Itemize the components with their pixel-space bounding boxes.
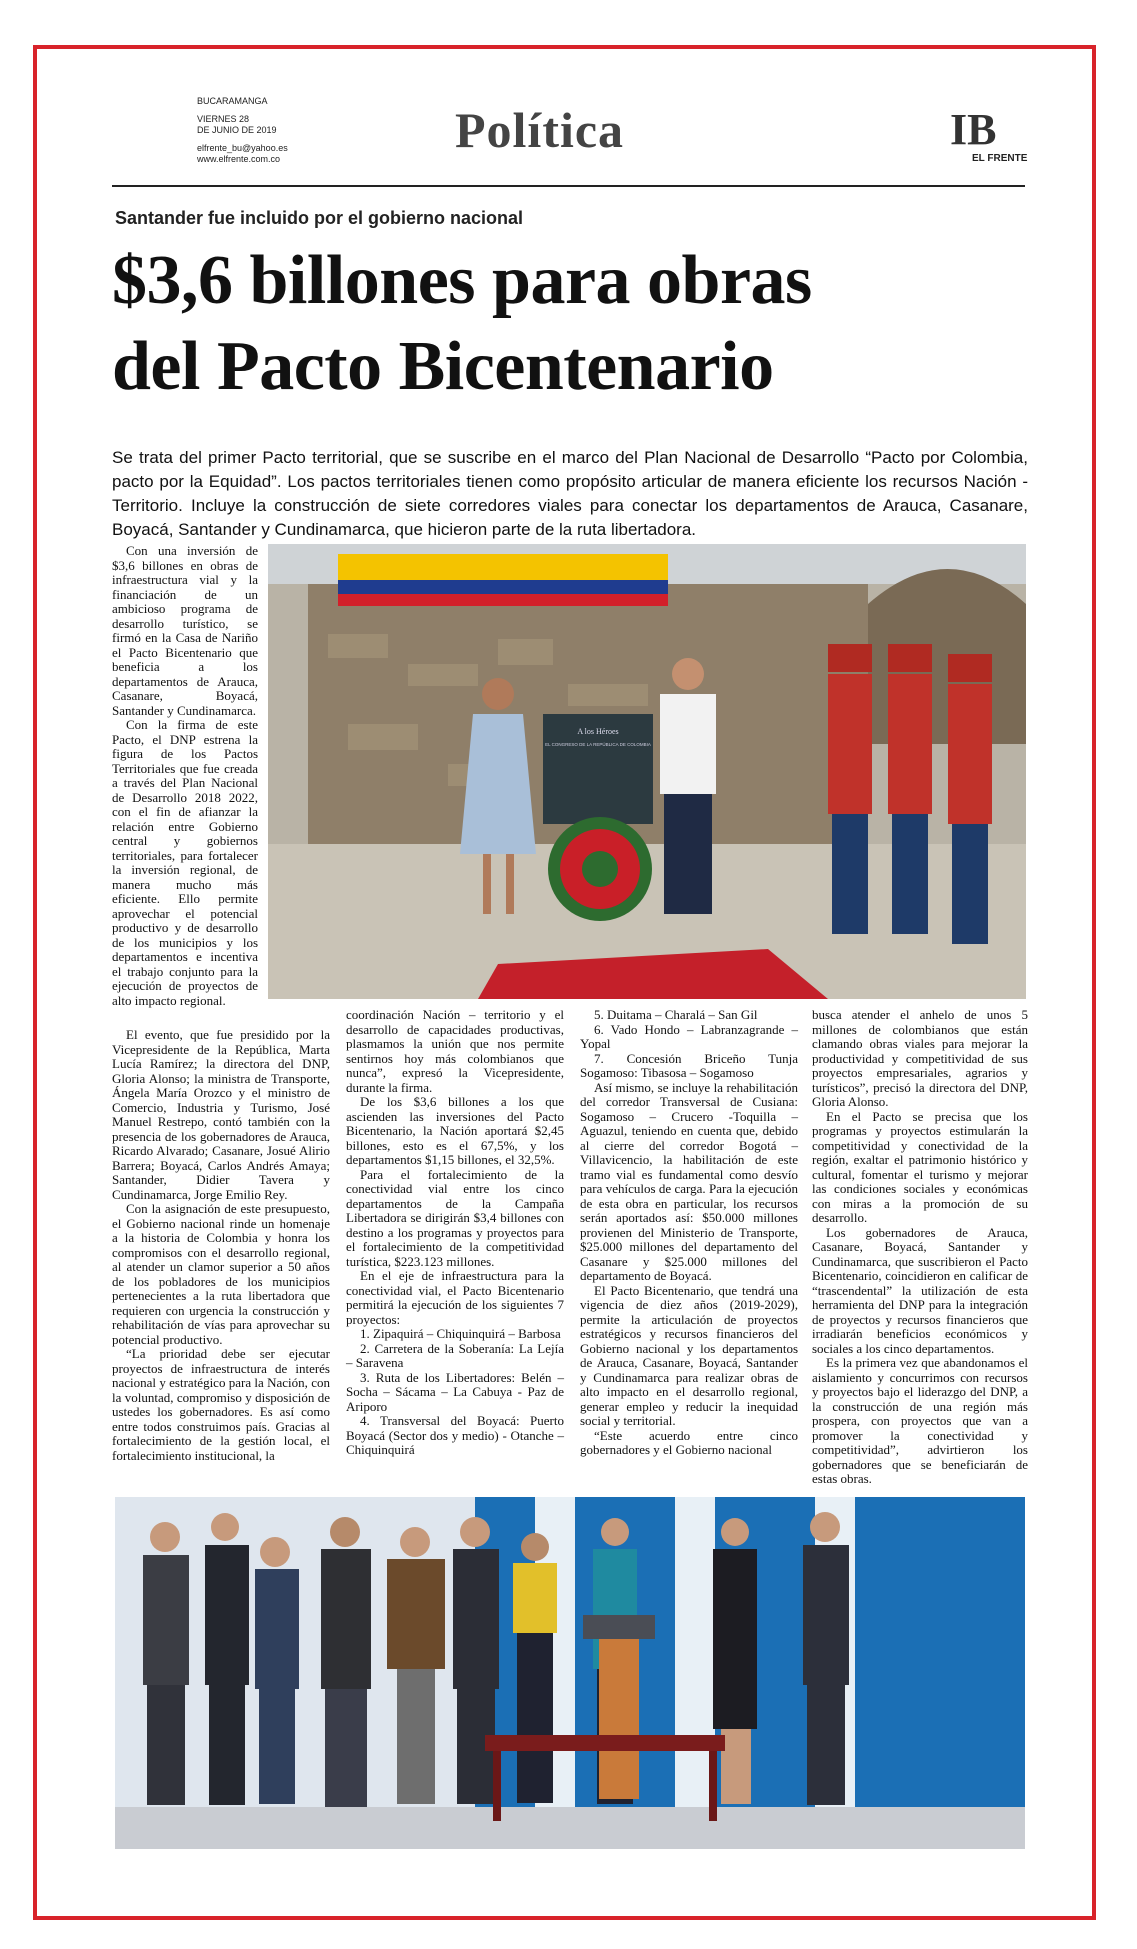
logo-text: EL FRENTE — [972, 153, 1028, 164]
plaque-title: A los Héroes — [577, 727, 619, 736]
paragraph: 6. Vado Hondo – Labranzagrande – Yopal — [580, 1021, 798, 1051]
website-link[interactable]: www.elfrente.com.co — [197, 154, 281, 164]
column-2 — [346, 1008, 564, 1458]
city: BUCARAMANGA — [197, 96, 268, 106]
paragraph: Así mismo, se incluye la rehabilitación del corredor Transversal de Cusiana: Sogamoso – Crucero -Toquilla – Aguazul, teniendo en cuenta que, debido al cierre del corredor Bogotá – Villavicencio, la habilitación de este tramo vial es fundamental como desvío para vehículos de carga. Para la ejecución de esta obra en particular, los recursos serán aportados así: $50.000 millones provienen del Ministerio de Transporte, $25.000 millones del departamento del Casanare y $25.000 millones del departamento de Boyacá. — [580, 1079, 798, 1283]
paragraph: De los $3,6 billones a los que ascienden las inversiones del Pacto Bicentenario, la Nación aportará $2,45 billones, esto es el 67,5%, y los departamentos $1,15 billones, el 32,5%. — [346, 1094, 564, 1167]
column-4 — [812, 1008, 1028, 1487]
headline — [112, 238, 1032, 410]
email-link[interactable]: elfrente_bu@yahoo.es — [197, 143, 288, 153]
paragraph: 1. Zipaquirá – Chiquinquirá – Barbosa — [360, 1326, 561, 1341]
flag-yellow — [338, 554, 668, 580]
lede: Se trata del primer Pacto territorial, que se suscribe en el marco del Plan Nacional de Desarrollo “Pacto por Colombia, pacto por la Equidad”. Los pactos territoriales tienen como propósito articular de manera eficiente los recursos Nación - Territorio. Incluye la construcción de siete corredores viales para conectar los departamentos de Arauca, Casanare, Boyacá, Santander y Cundinamarca, que hicieron parte de la ruta libertadora. — [112, 448, 1028, 539]
paragraph: 3. Ruta de los Libertadores: Belén – Socha – Sácama – La Cabuya - Paz de Ariporo — [346, 1369, 564, 1414]
signing-event-photo — [115, 1497, 1025, 1849]
ceremony-photo — [268, 544, 1026, 999]
headline-line-2: del Pacto Bicentenario — [112, 328, 774, 405]
paragraph: El evento, que fue presidido por la Vicepresidente de la República, Marta Lucía Ramírez; la directora del DNP, Gloria Alonso; la ministra de Transporte, Ángela María Orozco y el ministro de Comercio, Industria y Turismo, José Manuel Restrepo, contó también con la presencia de los gobernadores de Arauca, Ricardo Alvarado; Casanare, Josué Alirio Barrera; Boyacá, Carlos Andrés Amaya; Santander, Didier Tavera y Cundinamarca, Jorge Emilio Rey. — [112, 1027, 330, 1202]
paragraph: Para el fortalecimiento de la conectividad vial entre los cinco departamentos de la Campaña Libertadora se dirigirán $3,4 billones con destino a los programas y proyectos para el fortalecimiento de la competitividad turística, $223.123 millones. — [346, 1166, 564, 1269]
paragraph: Con la asignación de este presupuesto, el Gobierno nacional rinde un homenaje a la historia de Colombia y honra los compromisos con el desarrollo regional, al atender un clamor superior a 50 años de los pobladores de los municipios pertenecientes a la ruta libertadora que requieren con urgencia la construcción y rehabilitación de vías para aprovechar su potencial productivo. — [112, 1201, 330, 1347]
paragraph: 5. Duitama – Charalá – San Gil — [594, 1007, 758, 1022]
column-3 — [580, 1008, 798, 1458]
kicker: Santander fue incluido por el gobierno nacional — [115, 208, 524, 228]
paragraph: El Pacto Bicentenario, que tendrá una vigencia de diez años (2019-2029), permite la articulación de proyectos estratégicos y recursos financieros del Gobierno nacional y los departamentos de Arauca, Casanare, Boyacá, Santander y Cundinamarca para realizar obras de alto impacto en el desarrollo regional, generar empleo y reducir la inequidad social y territorial. — [580, 1282, 798, 1428]
column-1-top — [112, 544, 258, 1008]
paragraph: Con una inversión de $3,6 billones en obras de infraestructura vial y la financiación de un ambicioso programa de desarrollo turístico, se firmó en la Casa de Nariño el Pacto Bicentenario que beneficia a los departamentos de Arauca, Casanare, Boyacá, Santander y Cundinamarca. — [112, 543, 258, 718]
paragraph: busca atender el anhelo de unos 5 millones de colombianos que están clamando obras viales para mejorar la productividad y competitividad de sus proyectos empresariales, agrarios y turísticos”, precisó la directora del DNP, Gloria Alonso. — [812, 1007, 1028, 1109]
paragraph: Con la firma de este Pacto, el DNP estrena la figura de los Pactos Territoriales que fue creada a través del Plan Nacional de Desarrollo 2018 2022, con el fin de afianzar la relación entre Gobierno central y gobiernos territoriales, para fortalecer la inversión regional, de manera mucho más eficiente. Ello permite aprovechar el potencial productivo y de desarrollo de los municipios y los departamentos e incentiva el trabajo conjunto para la ejecución de proyectos de alto impacto regional. — [112, 717, 258, 1008]
paragraph: coordinación Nación – territorio y el desarrollo de capacidades productivas, plasmamos la unión que nos permite sentirnos hoy más colombianos que nunca”, expresó la Vicepresidente, durante la firma. — [346, 1007, 564, 1095]
paragraph: Es la primera vez que abandonamos el aislamiento y concurrimos con recursos y proyectos bajo el liderazgo del DNP, a la construcción de una región más prospera, con proyectos que van a promover la conectividad y competitividad”, advirtieron los gobernadores que se beneficiarán de estas obras. — [812, 1355, 1028, 1486]
paragraph: 7. Concesión Briceño Tunja Sogamoso: Tibasosa – Sogamoso — [580, 1050, 798, 1080]
headline-line-1: $3,6 billones para obras — [112, 242, 812, 319]
paragraph: En el Pacto se precisa que los programas y proyectos estimularán la competitividad y conectividad de la región, exaltar el patrimonio histórico y cultural, fomentar el turismo y mejorar las condiciones sociales y económicas con miras a la promoción de su desarrollo. — [812, 1108, 1028, 1225]
column-1-bottom — [112, 1028, 330, 1463]
paragraph: 2. Carretera de la Soberanía: La Lejía – Saravena — [346, 1340, 564, 1370]
plaque-sub: EL CONGRESO DE LA REPÚBLICA DE COLOMBIA — [545, 742, 651, 747]
logo-mark: IB — [950, 110, 997, 148]
paragraph: En el eje de infraestructura para la conectividad vial, el Pacto Bicentenario permitirá la ejecución de los siguientes 7 proyectos: — [346, 1268, 564, 1327]
paragraph: Los gobernadores de Arauca, Casanare, Boyacá, Santander y Cundinamarca, que suscribieron el Pacto Bicentenario, coincidieron en calificar de “trascendental” la utilización de esta herramienta del DNP para la integración de proyectos y recursos financieros que irradiarán beneficios económicos y sociales a los cinco departamentos. — [812, 1224, 1028, 1356]
paragraph: 4. Transversal del Boyacá: Puerto Boyacá (Sector dos y medio) - Otanche – Chiquinquirá — [346, 1413, 564, 1457]
header-rule — [112, 185, 1025, 187]
paragraph: “Este acuerdo entre cinco gobernadores y el Gobierno nacional — [580, 1427, 798, 1457]
el-frente-logo — [950, 110, 1022, 148]
paragraph: “La prioridad debe ser ejecutar proyectos de infraestructura de interés nacional y estratégico para la Nación, con la voluntad, compromiso y disposición de ustedes los gobernadores. Es así como entre todos construimos país. Gracias al fortalecimiento de la gestión local, el fortalecimiento institucional, la — [112, 1346, 330, 1463]
masthead-info — [197, 96, 288, 165]
date-line-2: DE JUNIO DE 2019 — [197, 125, 277, 135]
section-title: Política — [455, 102, 625, 158]
guards — [828, 644, 992, 944]
date-line-1: VIERNES 28 — [197, 114, 250, 124]
